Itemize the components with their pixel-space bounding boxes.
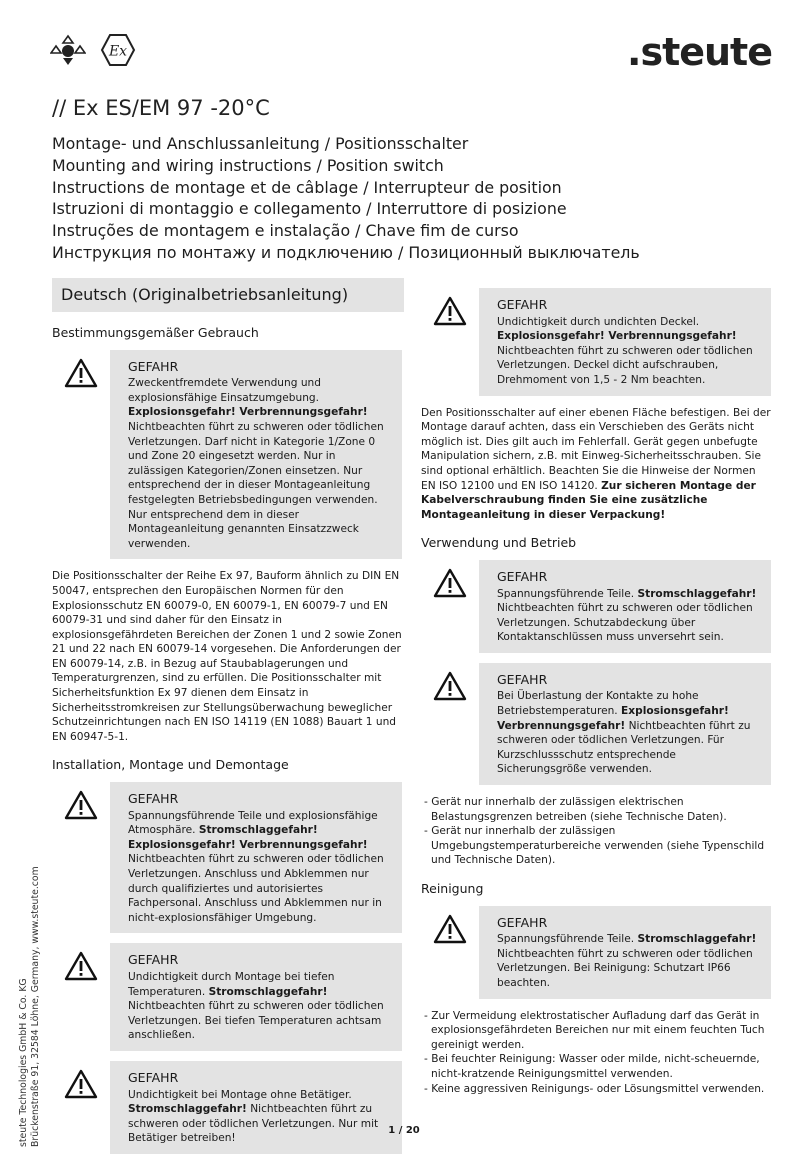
warning-box [479, 663, 771, 785]
warning-triangle-icon [64, 790, 98, 820]
document-title: // Ex ES/EM 97 -20°C [52, 96, 270, 120]
intro-paragraph: Die Positionsschalter der Reihe Ex 97, Bauform ähnlich zu DIN EN 50047, entsprechen den Europäischen Normen für den Explosionsschutz EN 60079-0, EN 60079-1, EN 60079-7 und EN 60079-31 und sind daher für den Einsatz in explosionsgefährdeten Bereichen der Zonen 1 und 2 sowie Zonen 21 und 22 nach EN 60079-14 vorgesehen. Die Anforderungen der EN 60079-14, z.B. in Bezug auf Staubablagerungen und Temperaturgrenzen, sind zu erfüllen. Die Positionsschalter mit Sicherheitsfunktion Ex 97 dienen dem Einsatz in Sicherheitsstromkreisen zur Stellungsüberwachung beweglicher Schutzeinrichtungen nach EN ISO 14119 (EN 1088) Bauart 1 und EN 60947-5-1. [52, 570, 402, 743]
right-column [421, 288, 771, 1105]
warning-text: Bei Überlastung der Kontakte zu hohe Betriebstemperaturen. Explosionsgefahr! Verbrennungsgefahr! Nichtbeachten führt zu schweren oder tödlichen Verletzungen. Für Kurzschlussschutz entsprechende Sicherungsgröße verwenden. [497, 690, 751, 776]
language-box: Deutsch (Originalbetriebsanleitung) [52, 278, 404, 312]
warning-text: Undichtigkeit bei Montage ohne Betätiger. Stromschlaggefahr! Nichtbeachten führt zu schweren oder tödlichen Verletzungen. Nur mit Betätiger betreiben! [128, 1088, 379, 1145]
subtitle-fr: Instructions de montage et de câblage / Interrupteur de position [52, 177, 562, 197]
certification-icons [50, 33, 136, 67]
warning-text: Undichtigkeit durch Montage bei tiefen Temperaturen. Stromschlaggefahr! Nichtbeachten führt zu schweren oder tödlichen Verletzungen. Bei tiefen Temperaturen achtsam anschließen. [128, 970, 384, 1042]
warning-box [110, 943, 402, 1051]
operation-list [421, 795, 771, 868]
warning-block [52, 1061, 402, 1154]
warning-block [52, 350, 402, 560]
warning-heading: GEFAHR [497, 568, 548, 584]
list-item: - Keine aggressiven Reinigungs- oder Lösungsmittel verwenden. [424, 1082, 765, 1095]
warning-triangle-icon [64, 358, 98, 388]
steute-logo: .steute [627, 30, 772, 74]
warning-box [110, 1061, 402, 1154]
subtitle-it: Istruzioni di montaggio e collegamento / Interruttore di posizione [52, 199, 567, 219]
subtitle-pt: Instruções de montagem e instalação / Chave fim de curso [52, 221, 519, 241]
warning-text: Spannungsführende Teile und explosionsfähige Atmosphäre. Stromschlaggefahr! Explosionsgefahr! Verbrennungsgefahr! Nichtbeachten führt zu schweren oder tödlichen Verletzungen. Anschluss und Abklemmen nur durch qualifiziertes und autorisiertes Fachpersonal. Anschluss und Abklemmen nur in nicht-explosionsfähiger Umgebung. [128, 809, 384, 924]
warning-text: Spannungsführende Teile. Stromschlaggefahr! Nichtbeachten führt zu schweren oder tödlichen Verletzungen. Schutzabdeckung über Kontaktanschlüssen muss unversehrt sein. [497, 587, 757, 644]
warning-triangle-icon [64, 951, 98, 981]
warning-box [479, 288, 771, 396]
warning-triangle-icon [433, 671, 467, 701]
section-heading-operation: Verwendung und Betrieb [421, 535, 577, 551]
section-heading-installation: Installation, Montage und Demontage [52, 757, 289, 773]
company-address-vertical [18, 866, 42, 1147]
warning-box [479, 560, 771, 653]
warning-triangle-icon [433, 914, 467, 944]
warning-block [52, 943, 402, 1051]
warning-heading: GEFAHR [128, 791, 179, 807]
warning-heading: GEFAHR [497, 671, 548, 687]
list-item: - Gerät nur innerhalb der zulässigen elektrischen Belastungsgrenzen betreiben (siehe Technische Daten). [424, 796, 727, 823]
section-heading-cleaning: Reinigung [421, 881, 484, 896]
ex-hexagon-icon [100, 33, 136, 67]
warning-box [110, 350, 402, 560]
warning-box [479, 906, 771, 999]
warning-heading: GEFAHR [128, 1069, 179, 1085]
list-item: - Gerät nur innerhalb der zulässigen Umgebungstemperaturbereiche verwenden (siehe Typenschild und Technische Daten). [424, 825, 765, 867]
warning-block [421, 663, 771, 785]
list-item: - Zur Vermeidung elektrostatischer Aufladung darf das Gerät in explosionsgefährdeten Bereichen nur mit einem feuchten Tuch gereinigt werden. [424, 1009, 765, 1051]
warning-triangle-icon [433, 568, 467, 598]
left-column [52, 278, 402, 1164]
warning-text: Undichtigkeit durch undichten Deckel. Explosionsgefahr! Verbrennungsgefahr! Nichtbeachten führt zu schweren oder tödlichen Verletzungen. Deckel dicht aufschrauben, Drehmoment von 1,5 - 2 Nm beachten. [497, 315, 753, 386]
warning-block [52, 782, 402, 933]
warning-heading: GEFAHR [497, 914, 548, 930]
subtitle-en: Mounting and wiring instructions / Position switch [52, 155, 444, 175]
warning-block [421, 560, 771, 653]
page-number: 1 / 20 [388, 1125, 420, 1136]
atex-category-icon [50, 34, 86, 66]
warning-triangle-icon [433, 296, 467, 326]
warning-heading: GEFAHR [128, 358, 179, 374]
subtitle-ru: Инструкция по монтажу и подключению / Позиционный выключатель [52, 242, 640, 262]
warning-triangle-icon [64, 1069, 98, 1099]
warning-heading: GEFAHR [128, 952, 179, 968]
section-heading-intended-use: Bestimmungsgemäßer Gebrauch [52, 325, 259, 340]
mounting-paragraph: Den Positionsschalter auf einer ebenen Fläche befestigen. Bei der Montage darauf achten, dass ein Verschieben des Geräts nicht möglich ist. Dies gilt auch im Fehlerfall. Gerät gegen unbefugte Manipulation sichern, z.B. mit Einweg-Sicherheitsschrauben. Sie sind optional erhältlich. Beachten Sie die Hinweise der Normen EN ISO 12100 und EN ISO 14120. Zur sicheren Montage der Kabelverschraubung finden Sie eine zusätzliche Montageanleitung in dieser Verpackung! [421, 406, 771, 521]
warning-box [110, 782, 402, 933]
warning-block [421, 288, 771, 396]
list-item: - Bei feuchter Reinigung: Wasser oder milde, nicht-scheuernde, nicht-kratzende Reinigungsmittel verwenden. [424, 1053, 760, 1080]
warning-text: Spannungsführende Teile. Stromschlaggefahr! Nichtbeachten führt zu schweren oder tödlichen Verletzungen. Bei Reinigung: Schutzart IP66 beachten. [497, 933, 757, 989]
warning-text: Zweckentfremdete Verwendung und explosionsfähige Einsatzumgebung. Explosionsgefahr! Verbrennungsgefahr! Nichtbeachten führt zu schweren oder tödlichen Verletzungen. Darf nicht in Kategorie 1/Zone 0 und Zone 20 eingesetzt werden. Nur in zulässigen Kategorien/Zonen einsetzen. Nur entsprechend der in dieser Montageanleitung festgelegten Betriebsbedingungen verwenden. Nur entsprechend dem in dieser Montageanleitung genannten Einsatzzweck verwenden. [128, 377, 384, 550]
ex-symbol: Ex [108, 43, 128, 60]
company-name: steute Technologies GmbH & Co. KG [18, 978, 29, 1147]
subtitle-de: Montage- und Anschlussanleitung / Positionsschalter [52, 134, 469, 153]
warning-block [421, 906, 771, 999]
subtitle-list [52, 133, 640, 264]
cleaning-list [421, 1009, 771, 1097]
company-address: Brückenstraße 91, 32584 Löhne, Germany, www.steute.com [30, 866, 41, 1147]
warning-heading: GEFAHR [497, 297, 548, 312]
